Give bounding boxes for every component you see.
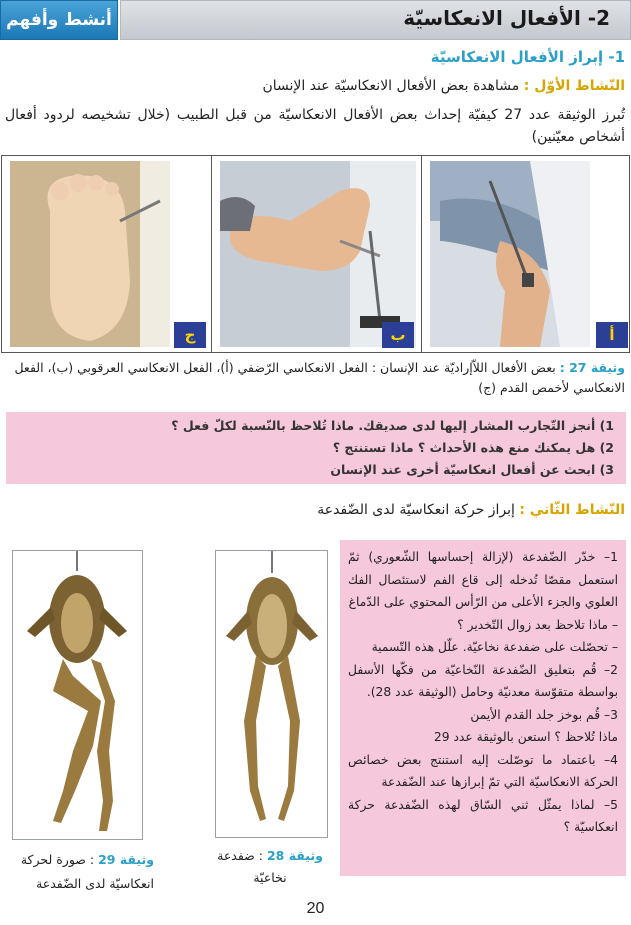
document-28-text: : ضفدعة نخاعيّة <box>217 848 287 885</box>
document-29-label: وثيقة 29 <box>98 852 154 867</box>
step-item: 4– باعتماد ما توصّلت إليه استنتج بعض خصائص الحركة الانعكاسيّة التي تمّ إبرازها عند الضّفدعة <box>348 752 618 789</box>
knee-reflex-illustration <box>430 161 590 347</box>
photo-strip <box>1 155 630 353</box>
activity-2-heading <box>317 502 625 518</box>
activity-2-text: إبراز حركة انعكاسيّة لدى الضّفدعة <box>317 502 515 518</box>
photo-c-badge: ج <box>174 322 206 348</box>
question-item: 1) أنجز التّجارب المشار إليها لدى صديقك. ماذا تُلاحظ بالنّسبة لكلّ فعل ؟ <box>171 418 614 433</box>
header-title-bar <box>120 0 631 40</box>
steps-box <box>340 540 626 876</box>
step-item: 3– قُم بوخز جلد القدم الأيمن <box>470 707 618 722</box>
spinal-frog-image <box>215 550 328 838</box>
reflex-frog-illustration <box>13 551 144 841</box>
step-item: 1– خدّر الضّفدعة (لإزالة إحساسها الشّعوري) ثمّ استعمل مقصّا تُدخله إلى قاع الفم لاستئصال الفك العلوي والجزء الأعلى من الرّأس المحتوي على الدّماغ <box>348 550 618 609</box>
ankle-reflex-illustration <box>220 161 416 347</box>
document-28-label: وثيقة 28 <box>266 848 323 863</box>
document-29-text: : صورة لحركة انعكاسيّة لدى الضّفدعة <box>20 852 154 891</box>
question-item: 2) هل يمكنك منع هذه الأحداث ؟ ماذا تستنتج ؟ <box>332 440 614 455</box>
hanging-frog-illustration <box>216 551 329 839</box>
reflex-frog-image <box>12 550 143 840</box>
step-item: – تحصّلت على ضفدعة نخاعيّة. علّل هذه التّسمية <box>371 640 618 654</box>
activity-1-heading <box>262 78 625 94</box>
document-27-label: وثيقة 27 : <box>559 360 625 375</box>
step-item: 2– قُم بتعليق الضّفدعة النّخاعيّة من فكّها الأسفل بواسطة متقوّسة معدنيّة وحامل (الوثيقة عدد 28). <box>348 662 618 699</box>
document-27-caption <box>5 358 625 398</box>
chapter-title: 2- الأفعال الانعكاسيّة <box>403 6 610 30</box>
section-title: 1- إبراز الأفعال الانعكاسيّة <box>430 48 625 66</box>
photo-plantar-reflex <box>2 156 211 352</box>
photo-patellar-reflex <box>421 156 630 352</box>
activity-1-paragraph: تُبرز الوثيقة عدد 27 كيفيّة إحداث بعض الأفعال الانعكاسيّة من قبل الطبيب (خلال تشخيصه لردود أفعال أشخاص معيّنين) <box>5 107 625 145</box>
photo-achilles-reflex <box>211 156 421 352</box>
document-29-caption <box>4 848 154 896</box>
header-tab: أنشط وأفهم <box>0 0 118 40</box>
step-item: ماذا تُلاحظ ؟ استعن بالوثيقة عدد 29 <box>433 730 618 744</box>
questions-box <box>6 412 626 484</box>
document-27-text: بعض الأفعال اللاّإراديّة عند الإنسان : الفعل الانعكاسي الرّضفي (أ)، الفعل الانعكاسي العرقوبي (ب)، الفعل الانعكاسي لأخمص القدم (ج) <box>14 360 625 395</box>
activity-2-label: النّشاط الثّاني : <box>519 502 625 518</box>
activity-1-text: مشاهدة بعض الأفعال الانعكاسيّة عند الإنسان <box>262 78 520 94</box>
document-28-caption <box>205 845 335 889</box>
question-item: 3) ابحث عن أفعال انعكاسيّة أخرى عند الإنسان <box>330 462 614 477</box>
photo-b-badge: ب <box>382 322 414 348</box>
activity-1-label: النّشاط الأوّل : <box>523 78 625 94</box>
sole-reflex-illustration <box>10 161 170 347</box>
page-number: 20 <box>306 900 325 917</box>
page-header <box>0 0 631 40</box>
photo-a-badge: أ <box>596 322 628 348</box>
step-item: 5– لماذا يمثّل ثني السّاق لهذه الضّفدعة حركة انعكاسيّة ؟ <box>348 797 618 834</box>
step-item: – ماذا تلاحظ بعد زوال التّخدير ؟ <box>457 617 618 632</box>
